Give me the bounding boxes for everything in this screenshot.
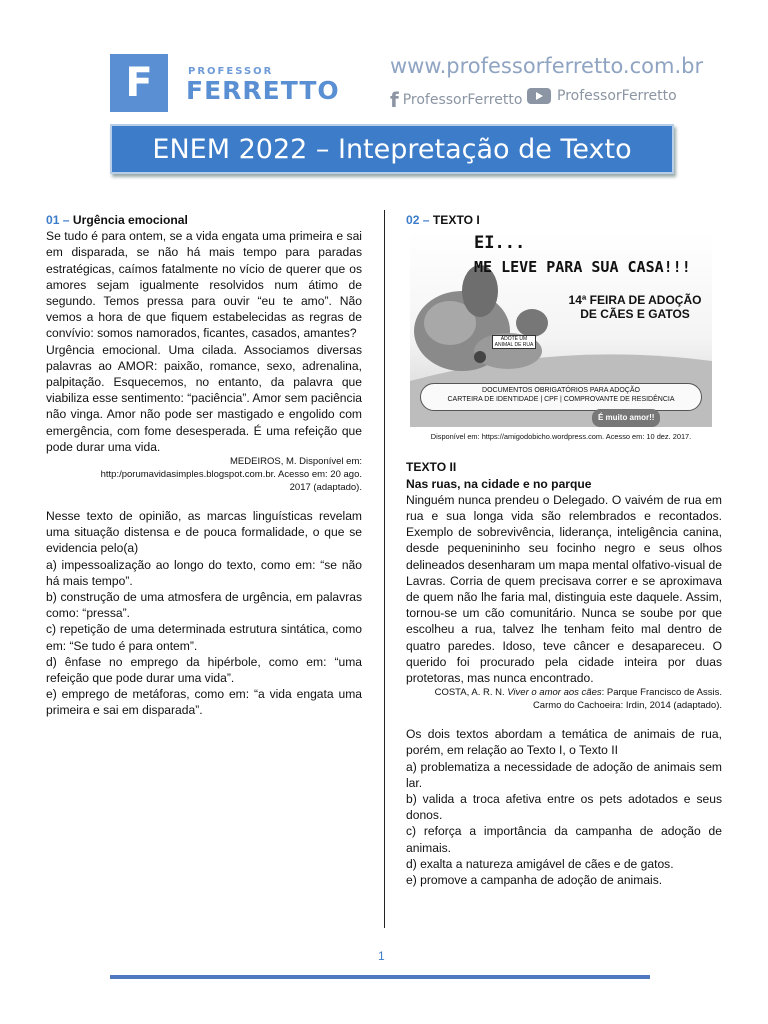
logo-brand-name: FERRETTO (186, 76, 340, 105)
poster-documents (420, 383, 702, 411)
poster-love-tag: É muito amor!! (592, 409, 660, 427)
youtube-icon (527, 88, 551, 104)
citation-line-3: 2017 (adaptado). (289, 482, 362, 494)
poster-headline: ME LEVE PARA SUA CASA!!! (474, 258, 691, 277)
page-title: ENEM 2022 – Intepretação de Texto (152, 133, 632, 165)
logo-small-text: PROFESSOR (188, 66, 274, 77)
question-2-option-a[interactable]: a) problematiza a necessidade de adoção de animais sem lar. (406, 759, 722, 790)
question-2-option-d[interactable]: d) exalta a natureza amigável de cães e de gatos. (406, 856, 674, 871)
question-1-title: Urgência emocional (72, 213, 188, 227)
facebook-link[interactable] (390, 88, 522, 112)
text-2-subtitle: Nas ruas, na cidade e no parque (406, 476, 592, 491)
citation-line-1: MEDEIROS, M. Disponível em: (230, 456, 362, 468)
facebook-icon: f (390, 88, 399, 112)
question-1-paragraph-1: Se tudo é para ontem, se a vida engata uma primeira e sai em disparada, se não há mais tempo para paradas estratégicas, caímos fatalmente no vício de querer que os amores sejam igualmente resolvidos num átimo de segundo. Temos pressa para ouvir “eu te amo”. Não vemos a hora de que fiquem estabelecidas as regras de convívio: somos namorados, ficantes, casados, amantes? (46, 229, 362, 341)
text-2-body: Ninguém nunca prendeu o Delegado. O vaivém de rua em rua e sua longa vida são relembrados e recontados. Exemplo de sobrevivência, liderança, inteligência canina, desde pequenininho seu focinho negro e seus olhos delineados desenharam um mapa mental olfativo-visual de Lavras. Corria de quem precisava correr e se aproximava de quem não lhe faria mal, distinguia este daquele. Assim, tornou-se um cão comunitário. Nunca se soube por que escolheu a rua, talvez lhe tenham feito mal dentro de quatro paredes. Idoso, teve câncer e desapareceu. O querido foi procurado pela cidade inteira por duas protetoras, mas nunca encontrado. (406, 492, 722, 686)
youtube-handle: ProfessorFerretto (557, 88, 677, 104)
question-2 (406, 212, 722, 888)
question-2-number: 02 – (406, 213, 430, 227)
adoption-poster-image (410, 231, 712, 427)
question-2-heading (406, 212, 722, 228)
poster-ei: EI... (474, 233, 526, 254)
question-1-option-d[interactable]: d) ênfase no emprego da hipérbole, como em: “uma refeição que pode durar uma vida”. (46, 654, 362, 686)
question-2-title: TEXTO I (432, 213, 480, 227)
question-2-option-e[interactable]: e) promove a campanha de adoção de animais. (406, 873, 663, 888)
citation-line-2: http:/porumavidasimples.blogspot.com.br. Acesso em: 20 ago. (100, 469, 362, 481)
question-2-prompt: Os dois textos abordam a temática de animais de rua, porém, em relação ao Texto I, o Texto II (406, 727, 722, 758)
page-title-banner (110, 124, 674, 174)
citation-publisher: : Parque Francisco de Assis. (601, 687, 722, 699)
question-1-option-b[interactable]: b) construção de uma atmosfera de urgência, em palavras como: “pressa”. (46, 590, 362, 621)
question-2-option-c[interactable]: c) reforça a importância da campanha de adoção de animais. (406, 824, 722, 855)
question-1-option-a[interactable]: a) impessoalização ao longo do texto, como em: “se não há mais tempo”. (46, 557, 362, 588)
poster-documents-line-1: DOCUMENTOS OBRIGATÓRIOS PARA ADOÇÃO (482, 387, 640, 395)
logo-mark (110, 54, 168, 112)
poster-source: Disponível em: https://amigodobicho.wordpress.com. Acesso em: 10 dez. 2017. (430, 432, 692, 442)
logo-letter: F (125, 60, 153, 106)
question-1-option-e[interactable]: e) emprego de metáforas, como em: “a vida engata uma primeira e sai em disparada”. (46, 687, 362, 718)
youtube-link[interactable] (527, 88, 677, 104)
poster-documents-line-2: CARTEIRA DE IDENTIDADE | CPF | COMPROVANTE DE RESIDÊNCIA (447, 396, 675, 404)
column-divider (384, 210, 385, 928)
citation-line-1 (406, 686, 722, 699)
poster-event-line-1: 14ª FEIRA DE ADOÇÃO (568, 293, 702, 308)
citation-line-2: Carmo do Cachoeira: Irdin, 2014 (adaptado). (532, 700, 722, 712)
question-2-citation (406, 686, 722, 712)
question-1-paragraph-2: Urgência emocional. Uma cilada. Associamos diversas palavras ao AMOR: paixão, romance, sexo, adrenalina, palpitação. Esquecemos, no entanto, da palavra que viabiliza esse sentimento: “paciência”. Amor sem paciência não vinga. Amor não pode ser mastigado e engolido com emergência, com fome desesperada. É uma refeição que pode durar uma vida. (46, 342, 362, 454)
poster-adopt-sign: ADOTE UM ANIMAL DE RUA (492, 335, 536, 349)
citation-book-title: Viver o amor aos cães (507, 687, 602, 699)
question-1-heading (46, 212, 362, 228)
question-1-option-c[interactable]: c) repetição de uma determinada estrutura sintática, como em: “Se tudo é para ontem”. (46, 622, 362, 653)
facebook-handle: ProfessorFerretto (402, 92, 523, 108)
poster-event-line-2: DE CÃES E GATOS (580, 307, 690, 322)
citation-author: COSTA, A. R. N. (434, 687, 505, 699)
text-2-title: TEXTO II (406, 460, 457, 475)
page-number: 1 (378, 949, 385, 963)
question-1-number: 01 – (46, 213, 70, 227)
question-1-prompt: Nesse texto de opinião, as marcas linguísticas revelam uma situação distensa e de pouca formalidade, o que se evidencia pelo(a) (46, 509, 362, 556)
question-1-citation (46, 455, 362, 494)
question-1 (46, 212, 362, 719)
footer-rule (110, 975, 650, 979)
site-url[interactable]: www.professorferretto.com.br (390, 54, 704, 78)
poster-event (560, 293, 710, 321)
question-2-option-b[interactable]: b) valida a troca afetiva entre os pets adotados e seus donos. (406, 792, 722, 823)
